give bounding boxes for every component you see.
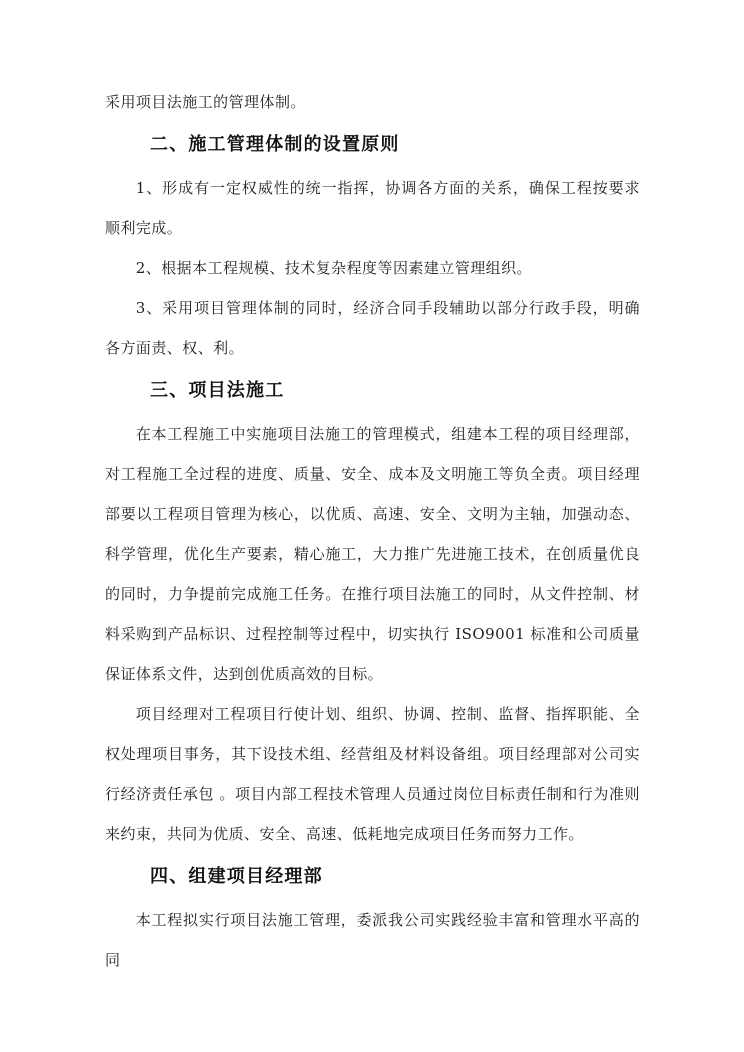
paragraph-team-setup: 本工程拟实行项目法施工管理，委派我公司实践经验丰富和管理水平高的同 <box>105 911 640 969</box>
section-heading-3: 三、项目法施工 <box>150 380 285 401</box>
list-item-2: 2、根据本工程规模、技术复杂程度等因素建立管理组织。 <box>135 259 532 277</box>
section-heading-4: 四、组建项目经理部 <box>150 866 323 887</box>
paragraph-continuation: 采用项目法施工的管理体制。 <box>105 93 306 111</box>
list-item-3: 3、采用项目管理体制的同时，经济合同手段辅助以部分行政手段，明确各方面责、权、利。 <box>105 299 640 357</box>
paragraph-project-method: 在本工程施工中实施项目法施工的管理模式，组建本工程的项目经理部，对工程施工全过程的进度、质量、安全、成本及文明施工等负全责。项目经理部要以工程项目管理为核心，以优质、高速、安全、文明为主轴，加强动态、科学管理，优化生产要素，精心施工，大力推广先进施工技术，在创质量优良的同时，力争提前完成施工任务。在推行项目法施工的同时，从文件控制、材料采购到产品标识、过程控制等过程中，切实执行 ISO9001 标准和公司质量保证体系文件，达到创优质高效的目标。 <box>105 425 640 683</box>
section-heading-2: 二、施工管理体制的设置原则 <box>150 134 400 155</box>
list-item-1: 1、形成有一定权威性的统一指挥，协调各方面的关系，确保工程按要求顺利完成。 <box>105 179 640 237</box>
paragraph-project-manager: 项目经理对工程项目行使计划、组织、协调、控制、监督、指挥职能、全权处理项目事务，其下设技术组、经营组及材料设备组。项目经理部对公司实行经济责任承包 。项目内部工程技术管理人员通过岗位目标责任制和行为准则来约束，共同为优质、安全、高速、低耗地完成项目任务而努力工作。 <box>105 705 640 843</box>
